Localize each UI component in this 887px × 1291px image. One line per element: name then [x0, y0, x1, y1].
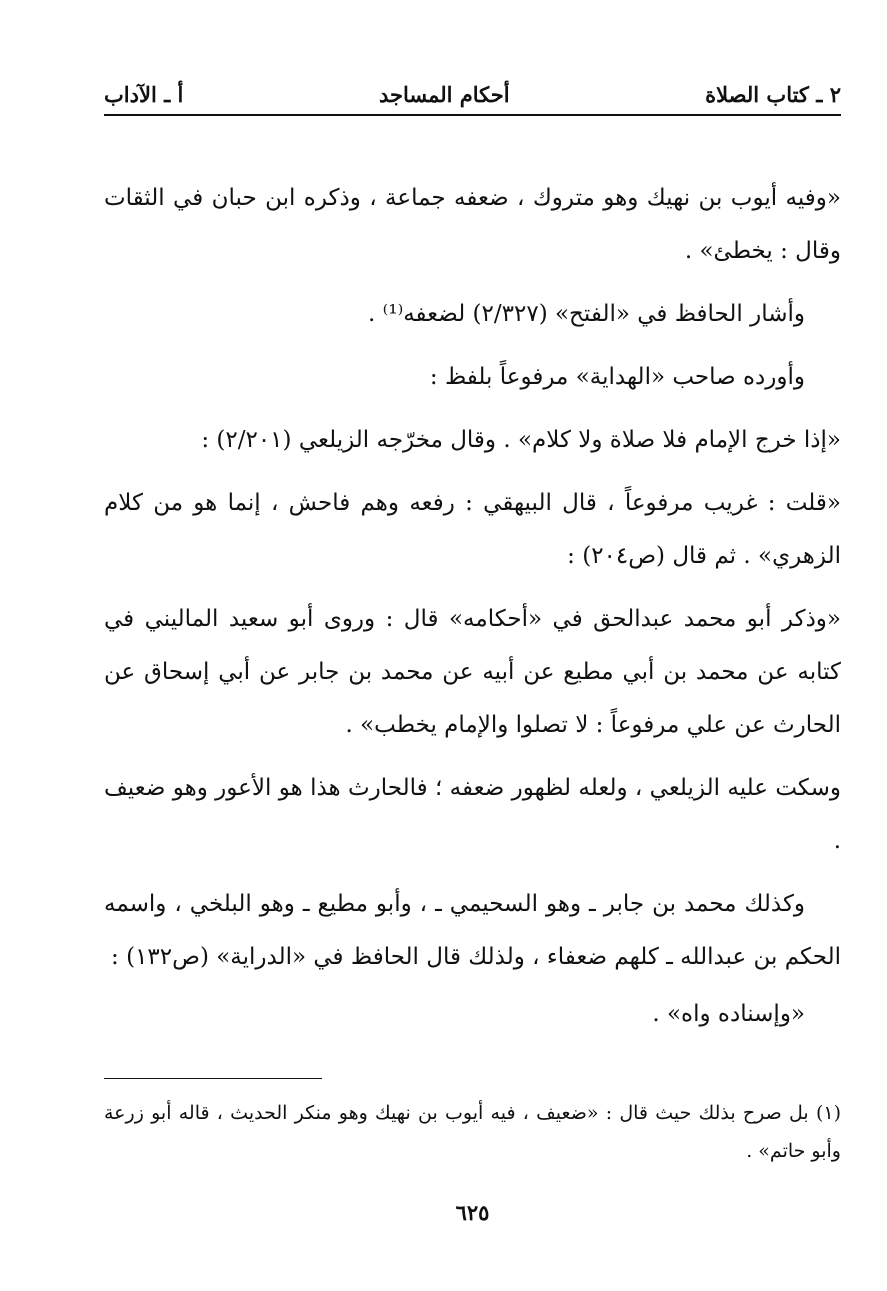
paragraph: وأورده صاحب «الهداية» مرفوعاً بلفظ :: [429, 364, 805, 390]
paragraph: «قلت : غريب مرفوعاً ، قال البيهقي : رفعه وهم فاحش ، إنما هو من كلام الزهري» . ثم قال (ص٢٠٤) :: [104, 490, 841, 569]
page-number: ٦٢٥: [455, 1200, 490, 1225]
header-rule: [104, 114, 841, 116]
footnote: (١) بل صرح بذلك حيث قال : «ضعيف ، فيه أيوب بن نهيك وهو منكر الحديث ، قاله أبو زرعة وأبو حاتم» .: [104, 1102, 841, 1162]
paragraph: «إذا خرج الإمام فلا صلاة ولا كلام» . وقال مخرّجه الزيلعي (٢/٢٠١) :: [201, 427, 841, 453]
paragraph: «وذكر أبو محمد عبدالحق في «أحكامه» قال : وروى أبو سعيد الماليني في كتابه عن محمد بن أبي مطيع عن أبيه عن محمد بن جابر عن أبي إسحاق عن الحارث عن علي مرفوعاً : لا تصلوا والإمام يخطب» .: [104, 606, 841, 738]
paragraph: وأشار الحافظ في «الفتح» (٢/٣٢٧) لضعفه⁽¹⁾ .: [368, 301, 805, 327]
running-header: [104, 74, 841, 114]
header-section-title: أ ـ الآداب: [104, 81, 184, 107]
paragraph: «وفيه أيوب بن نهيك وهو متروك ، ضعفه جماعة ، وذكره ابن حبان في الثقات وقال : يخطئ» .: [104, 185, 841, 264]
paragraph: «وإسناده واه» .: [652, 1001, 805, 1027]
paragraph: وكذلك محمد بن جابر ـ وهو السحيمي ـ ، وأبو مطيع ـ وهو البلخي ، واسمه الحكم بن عبدالله ـ كلهم ضعفاء ، ولذلك قال الحافظ في «الدراية» (ص١٣٢) :: [104, 891, 841, 970]
footnote-rule: [104, 1078, 322, 1079]
paragraph: وسكت عليه الزيلعي ، ولعله لظهور ضعفه ؛ فالحارث هذا هو الأعور وهو ضعيف .: [104, 775, 841, 854]
header-book-title: ٢ ـ كتاب الصلاة: [705, 81, 841, 107]
main-text: [104, 172, 841, 1051]
header-chapter-title: أحكام المساجد: [378, 81, 510, 107]
book-page: [104, 0, 841, 1291]
